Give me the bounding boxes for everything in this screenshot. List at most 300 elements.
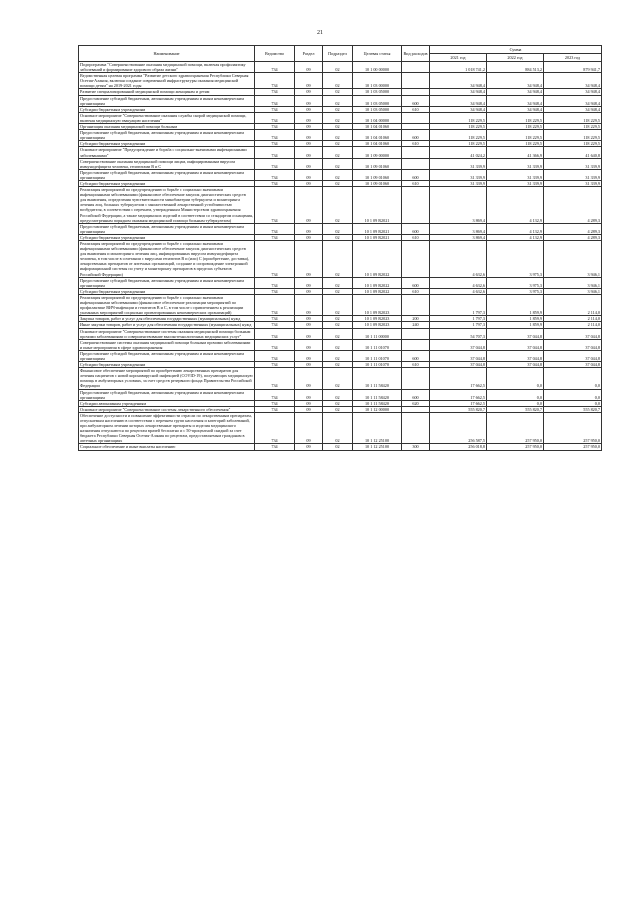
cell-podrazdel: 02 [323,89,353,95]
cell-vr [402,412,430,444]
cell-2021: 118 229,5 [430,124,487,130]
cell-name: Реализация мероприятий по предупреждению и борьбе с социально значимыми инфекционными заболеваниями (финансовое обеспечение закупок диагностических средств для выявления и мониторинга лечения лиц, инфицированных вирусом иммунодефицита человека, в том числе в сочетании с вирусами гепатитов В и (или) С (приобретение, доставка), лекарственных препаратов от аптечных организаций, создание и сопровождение электронной информационной системы по учету и мониторингу препаратов в пределах субъектов Российской Федерации) [79,241,255,278]
cell-csr: 10 1 04 00000 [353,112,402,123]
cell-csr: 10 1 09 R2023 [353,294,402,315]
cell-csr: 10 1 03 05000 [353,95,402,106]
cell-2023: 118 229,5 [544,112,602,123]
cell-2022: 37 044,8 [487,339,544,350]
cell-vr [402,294,430,315]
cell-2022: 3 975,3 [487,277,544,288]
cell-podrazdel: 02 [323,350,353,361]
cell-csr: 10 1 12 00000 [353,406,402,412]
cell-csr: 10 1 09 R2021 [353,234,402,240]
cell-name: Предоставление субсидий бюджетным, автономным учреждениям и иным некоммерческим организациям [79,389,255,400]
table-row [79,339,602,350]
cell-razdel: 09 [295,288,323,294]
cell-name: Субсидии бюджетным учреждениям [79,180,255,186]
cell-vr [402,112,430,123]
cell-vr [402,187,430,224]
table-body [79,62,602,451]
cell-csr: 10 1 11 01070 [353,350,402,361]
cell-vr [402,147,430,158]
cell-csr: 10 1 09 01060 [353,169,402,180]
table-row [79,368,602,389]
header-vr: Вид расходов [402,46,430,62]
cell-vedomstvo: 734 [255,95,295,106]
table-row [79,223,602,234]
cell-2021: 4 632,6 [430,241,487,278]
cell-razdel: 09 [295,389,323,400]
cell-podrazdel: 02 [323,95,353,106]
cell-vr: 610 [402,106,430,112]
header-2022: 2022 год [487,54,544,62]
cell-vr: 600 [402,277,430,288]
table-row [79,350,602,361]
cell-podrazdel: 02 [323,106,353,112]
cell-2022: 3 975,3 [487,241,544,278]
header-razdel: Раздел [295,46,323,62]
cell-2023: 0,0 [544,368,602,389]
cell-2021: 118 229,5 [430,141,487,147]
table-row [79,241,602,278]
cell-vr [402,328,430,339]
cell-2021: 17 662,5 [430,389,487,400]
cell-vedomstvo: 734 [255,187,295,224]
cell-vr [402,339,430,350]
cell-vr: 600 [402,95,430,106]
cell-podrazdel: 02 [323,389,353,400]
cell-2021: 54 707,3 [430,328,487,339]
header-2023: 2023 год [544,54,602,62]
cell-2022: 31 339,9 [487,169,544,180]
cell-name: Субсидии бюджетным учреждениям [79,141,255,147]
cell-csr: 10 1 11 01070 [353,339,402,350]
cell-razdel: 09 [295,89,323,95]
cell-csr: 10 1 09 R2022 [353,288,402,294]
cell-podrazdel: 02 [323,412,353,444]
cell-2023: 555 820,7 [544,406,602,412]
cell-podrazdel: 02 [323,124,353,130]
cell-csr: 10 1 11 58420 [353,400,402,406]
cell-razdel: 09 [295,294,323,315]
table-row [79,294,602,315]
cell-podrazdel: 02 [323,73,353,89]
cell-2021: 118 229,5 [430,130,487,141]
cell-vr: 600 [402,169,430,180]
cell-name: Субсидии автономным учреждениям [79,400,255,406]
cell-vedomstvo: 734 [255,130,295,141]
cell-vedomstvo: 734 [255,400,295,406]
cell-vedomstvo: 734 [255,169,295,180]
table-row [79,328,602,339]
cell-2023: 34 948,4 [544,95,602,106]
cell-name: Ведомственная целевая программа "Развитие детского здравоохранения Республики Северная Осетия-Алания, включая создание современной инфраструктуры оказания медицинской помощи детям" на 2019-2021 годы [79,73,255,89]
cell-name: Закупка товаров, работ и услуг для обеспечения государственных (муниципальных) нужд [79,316,255,322]
cell-razdel: 09 [295,322,323,328]
cell-podrazdel: 02 [323,406,353,412]
cell-csr: 10 1 09 R2021 [353,187,402,224]
cell-csr: 10 1 00 00000 [353,62,402,73]
cell-podrazdel: 02 [323,130,353,141]
cell-name: Иные закупки товаров, работ и услуг для обеспечения государственных (муниципальных) нужд [79,322,255,328]
cell-2023: 4 289,3 [544,187,602,224]
cell-vr [402,241,430,278]
cell-podrazdel: 02 [323,112,353,123]
cell-2023: 3 946,1 [544,288,602,294]
cell-2022: 118 229,5 [487,141,544,147]
cell-2021: 34 948,4 [430,89,487,95]
cell-2021: 1 797,3 [430,316,487,322]
cell-2021: 1 797,3 [430,322,487,328]
cell-name: Основное мероприятие "Совершенствование системы оказания медицинской помощи больным прочими заболеваниями и совершенствование высокотехнологичных медицинских услуг" [79,328,255,339]
cell-2022: 34 948,4 [487,89,544,95]
cell-razdel: 09 [295,169,323,180]
cell-vedomstvo: 734 [255,124,295,130]
table-row [79,130,602,141]
cell-2023: 37 044,8 [544,328,602,339]
cell-vedomstvo: 734 [255,112,295,123]
table-row [79,187,602,224]
cell-2023: 37 044,8 [544,339,602,350]
cell-2021: 37 044,8 [430,339,487,350]
cell-2021: 3 869,4 [430,234,487,240]
cell-name: Предоставление субсидий бюджетным, автономным учреждениям и иным некоммерческим организациям [79,95,255,106]
cell-name: Организация оказания медицинской помощи больным [79,124,255,130]
cell-razdel: 09 [295,412,323,444]
cell-2021: 256 587,5 [430,412,487,444]
cell-2023: 118 229,5 [544,130,602,141]
cell-razdel: 09 [295,400,323,406]
cell-vedomstvo: 734 [255,362,295,368]
cell-2022: 34 948,4 [487,106,544,112]
cell-2021: 31 339,9 [430,169,487,180]
cell-podrazdel: 02 [323,400,353,406]
cell-2021: 555 820,7 [430,406,487,412]
cell-vr: 610 [402,234,430,240]
cell-vedomstvo: 734 [255,147,295,158]
cell-vr: 600 [402,223,430,234]
cell-2022: 118 229,5 [487,112,544,123]
cell-2021: 118 229,5 [430,112,487,123]
cell-name: Совершенствование оказания медицинской помощи лицам, инфицированным вирусом иммунодефицита человека, гепатитами В и С [79,158,255,169]
cell-vedomstvo: 734 [255,339,295,350]
cell-vr: 300 [402,444,430,450]
cell-csr: 10 1 09 R2023 [353,316,402,322]
cell-2023: 41 640,8 [544,147,602,158]
cell-razdel: 09 [295,223,323,234]
table-row [79,444,602,450]
cell-2022: 34 948,4 [487,73,544,89]
cell-2023: 4 289,3 [544,234,602,240]
cell-2023: 34 948,4 [544,106,602,112]
cell-name: Основное мероприятие "Предупреждение и борьба с социально-значимыми инфекционными заболеваниями" [79,147,255,158]
cell-2023: 0,0 [544,400,602,406]
cell-2021: 31 339,9 [430,158,487,169]
table-row [79,169,602,180]
cell-podrazdel: 02 [323,322,353,328]
cell-podrazdel: 02 [323,234,353,240]
cell-name: Предоставление субсидий бюджетным, автономным учреждениям и иным некоммерческим организациям [79,130,255,141]
page-number: 21 [317,30,323,36]
cell-vedomstvo: 734 [255,444,295,450]
cell-vedomstvo: 734 [255,223,295,234]
cell-razdel: 09 [295,147,323,158]
cell-2022: 1 859,9 [487,294,544,315]
cell-name: Предоставление субсидий бюджетным, автономным учреждениям и иным некоммерческим организациям [79,223,255,234]
cell-vr [402,73,430,89]
cell-razdel: 09 [295,406,323,412]
cell-csr: 10 1 04 01060 [353,141,402,147]
cell-razdel: 09 [295,444,323,450]
cell-2022: 31 339,9 [487,158,544,169]
cell-name: Предоставление субсидий бюджетным, автономным учреждениям и иным некоммерческим организациям [79,277,255,288]
cell-2023: 118 229,5 [544,141,602,147]
cell-podrazdel: 02 [323,169,353,180]
cell-name: Предоставление субсидий бюджетным, автономным учреждениям и иным некоммерческим организациям [79,350,255,361]
cell-razdel: 09 [295,316,323,322]
cell-razdel: 09 [295,277,323,288]
cell-csr: 10 1 09 00000 [353,147,402,158]
cell-vr [402,368,430,389]
cell-2021: 1 797,3 [430,294,487,315]
cell-2023: 4 289,3 [544,223,602,234]
cell-podrazdel: 02 [323,339,353,350]
cell-2021: 4 632,6 [430,288,487,294]
cell-2023: 2 114,0 [544,294,602,315]
cell-2021: 31 339,9 [430,180,487,186]
cell-name: Реализация мероприятий по предупреждению и борьбе с социально значимыми инфекционными заболеваниями (финансовое обеспечение реализации мероприятий по профилактике ВИЧ-инфекции и гепатитов В и С, в том числе с привлечением к реализации указанных мероприятий социально ориентированных некоммерческих организаций) [79,294,255,315]
header-podrazdel: Подраздел [323,46,353,62]
cell-csr: 10 1 11 58420 [353,389,402,400]
cell-2022: 4 132,9 [487,187,544,224]
cell-vedomstvo: 734 [255,62,295,73]
cell-2022: 37 044,8 [487,328,544,339]
cell-2022: 884 513,2 [487,62,544,73]
cell-2022: 34 948,4 [487,95,544,106]
header-vedomstvo: Ведомство [255,46,295,62]
cell-name: Субсидии бюджетным учреждениям [79,362,255,368]
cell-vedomstvo: 734 [255,412,295,444]
cell-name: Подпрограмма "Совершенствование оказания медицинской помощи, включая профилактику заболеваний и формирование здорового образа жизни" [79,62,255,73]
cell-podrazdel: 02 [323,147,353,158]
cell-2021: 34 948,4 [430,95,487,106]
cell-csr: 10 1 12 25100 [353,444,402,450]
table-row [79,147,602,158]
table-row [79,158,602,169]
cell-razdel: 09 [295,234,323,240]
cell-2023: 31 339,9 [544,180,602,186]
cell-razdel: 09 [295,350,323,361]
budget-table [78,45,602,451]
cell-2022: 0,0 [487,400,544,406]
cell-2021: 34 948,4 [430,73,487,89]
header-2021: 2021 год [430,54,487,62]
cell-2023: 257 950,0 [544,412,602,444]
cell-csr: 10 1 09 01060 [353,158,402,169]
cell-vedomstvo: 734 [255,322,295,328]
cell-podrazdel: 02 [323,294,353,315]
cell-name: Субсидии бюджетным учреждениям [79,288,255,294]
cell-2021: 3 869,4 [430,223,487,234]
cell-podrazdel: 02 [323,241,353,278]
cell-podrazdel: 02 [323,277,353,288]
cell-razdel: 09 [295,362,323,368]
cell-2021: 17 662,5 [430,368,487,389]
cell-2023: 257 950,0 [544,444,602,450]
cell-2023: 2 114,0 [544,322,602,328]
cell-2022: 555 820,7 [487,406,544,412]
header-summa: Сумма [430,46,602,54]
cell-2022: 37 044,8 [487,350,544,361]
cell-vedomstvo: 734 [255,328,295,339]
cell-vedomstvo: 734 [255,368,295,389]
table-row [79,412,602,444]
cell-csr: 10 1 11 00000 [353,328,402,339]
cell-vr: 600 [402,130,430,141]
cell-2022: 0,0 [487,389,544,400]
cell-vr: 610 [402,180,430,186]
cell-csr: 10 1 09 R2021 [353,223,402,234]
cell-podrazdel: 02 [323,362,353,368]
cell-csr: 10 1 12 25100 [353,412,402,444]
cell-2022: 41 366,9 [487,147,544,158]
cell-csr: 10 1 11 58420 [353,368,402,389]
cell-name: Основное мероприятие "Совершенствование системы лекарственного обеспечения" [79,406,255,412]
cell-vedomstvo: 734 [255,73,295,89]
cell-csr: 10 1 09 R2022 [353,277,402,288]
cell-2022: 0,0 [487,368,544,389]
cell-podrazdel: 02 [323,141,353,147]
cell-podrazdel: 02 [323,223,353,234]
cell-vedomstvo: 734 [255,241,295,278]
cell-vedomstvo: 734 [255,406,295,412]
cell-vedomstvo: 734 [255,316,295,322]
cell-podrazdel: 02 [323,187,353,224]
cell-vr [402,62,430,73]
cell-vedomstvo: 734 [255,89,295,95]
header-csr: Целевая статья [353,46,402,62]
cell-vr: 610 [402,288,430,294]
cell-vedomstvo: 734 [255,389,295,400]
cell-name: Обеспечение доступности и повышение эффективности отрасли по лекарственным препаратам, отпускаемым населению в соответствии с перечнем групп населения и категорий заболеваний, при амбулаторном лечении которых лекарственные препараты и изделия медицинского назначения отпускаются по рецептам врачей бесплатно и с 50-процентной скидкой за счет бюджета Республики Северная Осетия-Алания по рецептам, предоставляемым гражданам в аптечных организациях [79,412,255,444]
cell-podrazdel: 02 [323,180,353,186]
cell-vr [402,158,430,169]
cell-2022: 1 859,9 [487,322,544,328]
cell-razdel: 09 [295,328,323,339]
cell-name: Финансовое обеспечение мероприятий по приобретению лекарственных препаратов для лечения пациентов с новой коронавирусной инфекцией (COVID-19), получающих медицинскую помощь в амбулаторных условиях, за счет средств резервного фонда Правительства Российской Федерации [80,368,253,389]
cell-razdel: 09 [295,95,323,106]
cell-2023: 37 044,8 [544,362,602,368]
cell-2023: 31 339,9 [544,169,602,180]
cell-razdel: 09 [295,241,323,278]
cell-2021: 17 662,5 [430,400,487,406]
cell-vr: 240 [402,322,430,328]
cell-vr: 200 [402,316,430,322]
cell-podrazdel: 02 [323,158,353,169]
cell-csr: 10 1 11 01070 [353,362,402,368]
cell-2023: 34 948,4 [544,89,602,95]
cell-2022: 118 229,5 [487,130,544,141]
cell-csr: 10 1 09 01060 [353,180,402,186]
cell-csr: 10 1 03 05000 [353,106,402,112]
cell-2023: 879 941,7 [544,62,602,73]
cell-2023: 37 044,8 [544,350,602,361]
cell-podrazdel: 02 [323,328,353,339]
cell-csr: 10 1 09 R2023 [353,322,402,328]
cell-2021: 256 018,8 [430,444,487,450]
cell-name: Реализация мероприятий по предупреждению и борьбе с социально значимыми инфекционными заболеваниями (финансовое обеспечение закупок диагностических средств для выявления, определения чувствительности микобактерии туберкулеза и мониторинга лечения лиц, больных туберкулезом с множественной лекарственной устойчивостью возбудителя, в соответствии с перечнем, утвержденным Министерством здравоохранения Российской Федерации, а также медицинских изделий в соответствии со стандартом оснащения, предусмотренным порядком оказания медицинской помощи больным туберкулезом) [80,187,254,223]
cell-name: Субсидии бюджетным учреждениям [79,106,255,112]
cell-vedomstvo: 734 [255,158,295,169]
cell-name: Совершенствование системы оказания медицинской помощи больным прочими заболеваниями и иные мероприятия в сфере здравоохранения [79,339,255,350]
cell-vedomstvo: 734 [255,234,295,240]
cell-vedomstvo: 734 [255,106,295,112]
cell-name: Субсидии бюджетным учреждениям [79,234,255,240]
cell-razdel: 09 [295,187,323,224]
cell-2023: 3 946,1 [544,241,602,278]
cell-podrazdel: 02 [323,444,353,450]
cell-razdel: 09 [295,141,323,147]
cell-2022: 257 950,0 [487,412,544,444]
cell-razdel: 09 [295,158,323,169]
cell-razdel: 09 [295,112,323,123]
table-row [79,389,602,400]
cell-razdel: 09 [295,180,323,186]
cell-csr: 10 1 03 00000 [353,73,402,89]
cell-2022: 3 975,3 [487,288,544,294]
cell-razdel: 09 [295,106,323,112]
cell-razdel: 09 [295,73,323,89]
cell-2022: 37 044,8 [487,362,544,368]
cell-csr: 10 1 04 01060 [353,124,402,130]
table-row [79,73,602,89]
cell-2023: 31 339,9 [544,158,602,169]
cell-2022: 1 859,9 [487,316,544,322]
cell-podrazdel: 02 [323,316,353,322]
table-row [79,95,602,106]
cell-2022: 31 339,9 [487,180,544,186]
cell-2022: 4 132,9 [487,234,544,240]
cell-2023: 0,0 [544,389,602,400]
cell-vr: 620 [402,400,430,406]
cell-name: Социальное обеспечение и иные выплаты населению [79,444,255,450]
cell-csr: 10 1 04 01060 [353,130,402,141]
cell-vedomstvo: 734 [255,288,295,294]
cell-csr: 10 1 03 05000 [353,89,402,95]
cell-vr: 610 [402,362,430,368]
cell-razdel: 09 [295,62,323,73]
header-name: Наименование [79,46,255,62]
cell-2021: 34 948,4 [430,106,487,112]
cell-2021: 4 632,6 [430,277,487,288]
cell-vedomstvo: 734 [255,350,295,361]
cell-name: Основное мероприятие "Совершенствование оказания службы скорой медицинской помощи, включая медицинскую эвакуацию населения" [79,112,255,123]
cell-2021: 1 018 741,2 [430,62,487,73]
cell-vedomstvo: 734 [255,180,295,186]
cell-2021: 3 869,4 [430,187,487,224]
cell-vr: 600 [402,350,430,361]
cell-razdel: 09 [295,339,323,350]
cell-2022: 4 132,9 [487,223,544,234]
table-row [79,62,602,73]
cell-podrazdel: 02 [323,368,353,389]
cell-vedomstvo: 734 [255,294,295,315]
cell-name: Предоставление субсидий бюджетным, автономным учреждениям и иным некоммерческим организациям [79,169,255,180]
cell-razdel: 09 [295,124,323,130]
cell-razdel: 09 [295,368,323,389]
table-row [79,277,602,288]
cell-2023: 2 114,0 [544,316,602,322]
